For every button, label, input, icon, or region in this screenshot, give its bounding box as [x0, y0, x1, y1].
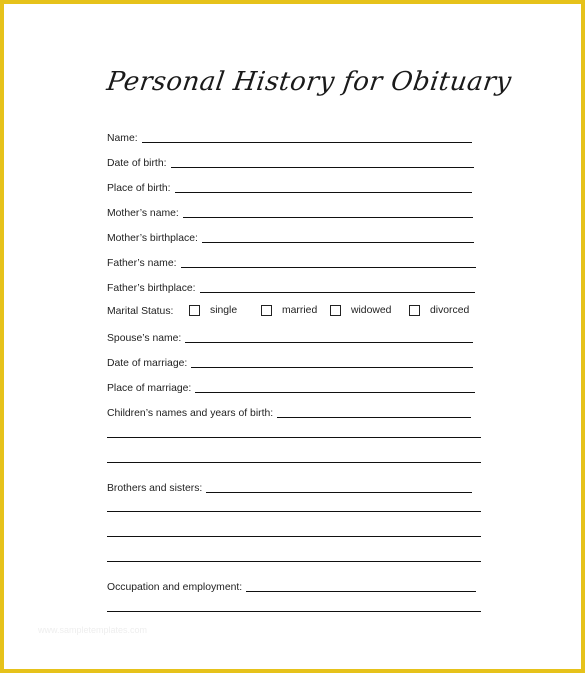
spouses-name-label: Spouse’s name:: [107, 333, 182, 344]
widowed-checkbox[interactable]: [330, 305, 341, 316]
place-of-birth-label: Place of birth:: [107, 183, 171, 194]
brothers-sisters-extra-line-1[interactable]: [107, 511, 481, 512]
date-of-marriage-field[interactable]: [107, 354, 473, 370]
brothers-sisters-label: Brothers and sisters:: [107, 483, 203, 494]
brothers-sisters-line[interactable]: [206, 492, 472, 493]
date-of-marriage-label: Date of marriage:: [107, 358, 188, 369]
place-of-marriage-line[interactable]: [195, 392, 475, 393]
occupation-extra-line-1[interactable]: [107, 611, 481, 612]
place-of-birth-field[interactable]: [107, 179, 472, 195]
divorced-label: divorced: [430, 305, 470, 316]
single-checkbox[interactable]: [189, 305, 200, 316]
brothers-sisters-field[interactable]: [107, 479, 472, 495]
brothers-sisters-extra-line-3[interactable]: [107, 561, 481, 562]
fathers-name-field[interactable]: [107, 254, 476, 270]
date-of-marriage-line[interactable]: [191, 367, 473, 368]
fathers-birthplace-field[interactable]: [107, 279, 475, 295]
occupation-field[interactable]: [107, 578, 476, 594]
place-of-marriage-label: Place of marriage:: [107, 383, 192, 394]
name-field[interactable]: [107, 129, 472, 145]
marital-status-label: Marital Status:: [107, 306, 174, 317]
married-label: married: [282, 305, 318, 316]
marital-option-single[interactable]: [189, 305, 237, 316]
fathers-birthplace-label: Father’s birthplace:: [107, 283, 196, 294]
occupation-line[interactable]: [246, 591, 476, 592]
mothers-name-field[interactable]: [107, 204, 473, 220]
place-of-marriage-field[interactable]: [107, 379, 475, 395]
marital-option-married[interactable]: [261, 305, 317, 316]
married-checkbox[interactable]: [261, 305, 272, 316]
form-page: [4, 4, 581, 669]
widowed-label: widowed: [351, 305, 392, 316]
spouses-name-field[interactable]: [107, 329, 473, 345]
mothers-birthplace-field[interactable]: [107, 229, 474, 245]
mothers-name-line[interactable]: [183, 217, 473, 218]
mothers-birthplace-line[interactable]: [202, 242, 474, 243]
form-title: Personal History for Obituary: [104, 67, 514, 97]
name-label: Name:: [107, 133, 138, 144]
children-field[interactable]: [107, 404, 471, 420]
brothers-sisters-extra-line-2[interactable]: [107, 536, 481, 537]
children-line[interactable]: [277, 417, 471, 418]
occupation-label: Occupation and employment:: [107, 582, 243, 593]
children-extra-line-1[interactable]: [107, 437, 481, 438]
place-of-birth-line[interactable]: [175, 192, 472, 193]
fathers-name-label: Father’s name:: [107, 258, 177, 269]
marital-option-divorced[interactable]: [409, 305, 469, 316]
fathers-name-line[interactable]: [181, 267, 476, 268]
spouses-name-line[interactable]: [185, 342, 473, 343]
date-of-birth-line[interactable]: [171, 167, 474, 168]
name-line[interactable]: [142, 142, 472, 143]
children-label: Children’s names and years of birth:: [107, 408, 274, 419]
watermark: www.sampletemplates.com: [38, 625, 148, 635]
marital-option-widowed[interactable]: [330, 305, 391, 316]
children-extra-line-2[interactable]: [107, 462, 481, 463]
mothers-name-label: Mother’s name:: [107, 208, 179, 219]
date-of-birth-field[interactable]: [107, 154, 474, 170]
mothers-birthplace-label: Mother’s birthplace:: [107, 233, 198, 244]
fathers-birthplace-line[interactable]: [200, 292, 475, 293]
date-of-birth-label: Date of birth:: [107, 158, 167, 169]
divorced-checkbox[interactable]: [409, 305, 420, 316]
single-label: single: [210, 305, 238, 316]
